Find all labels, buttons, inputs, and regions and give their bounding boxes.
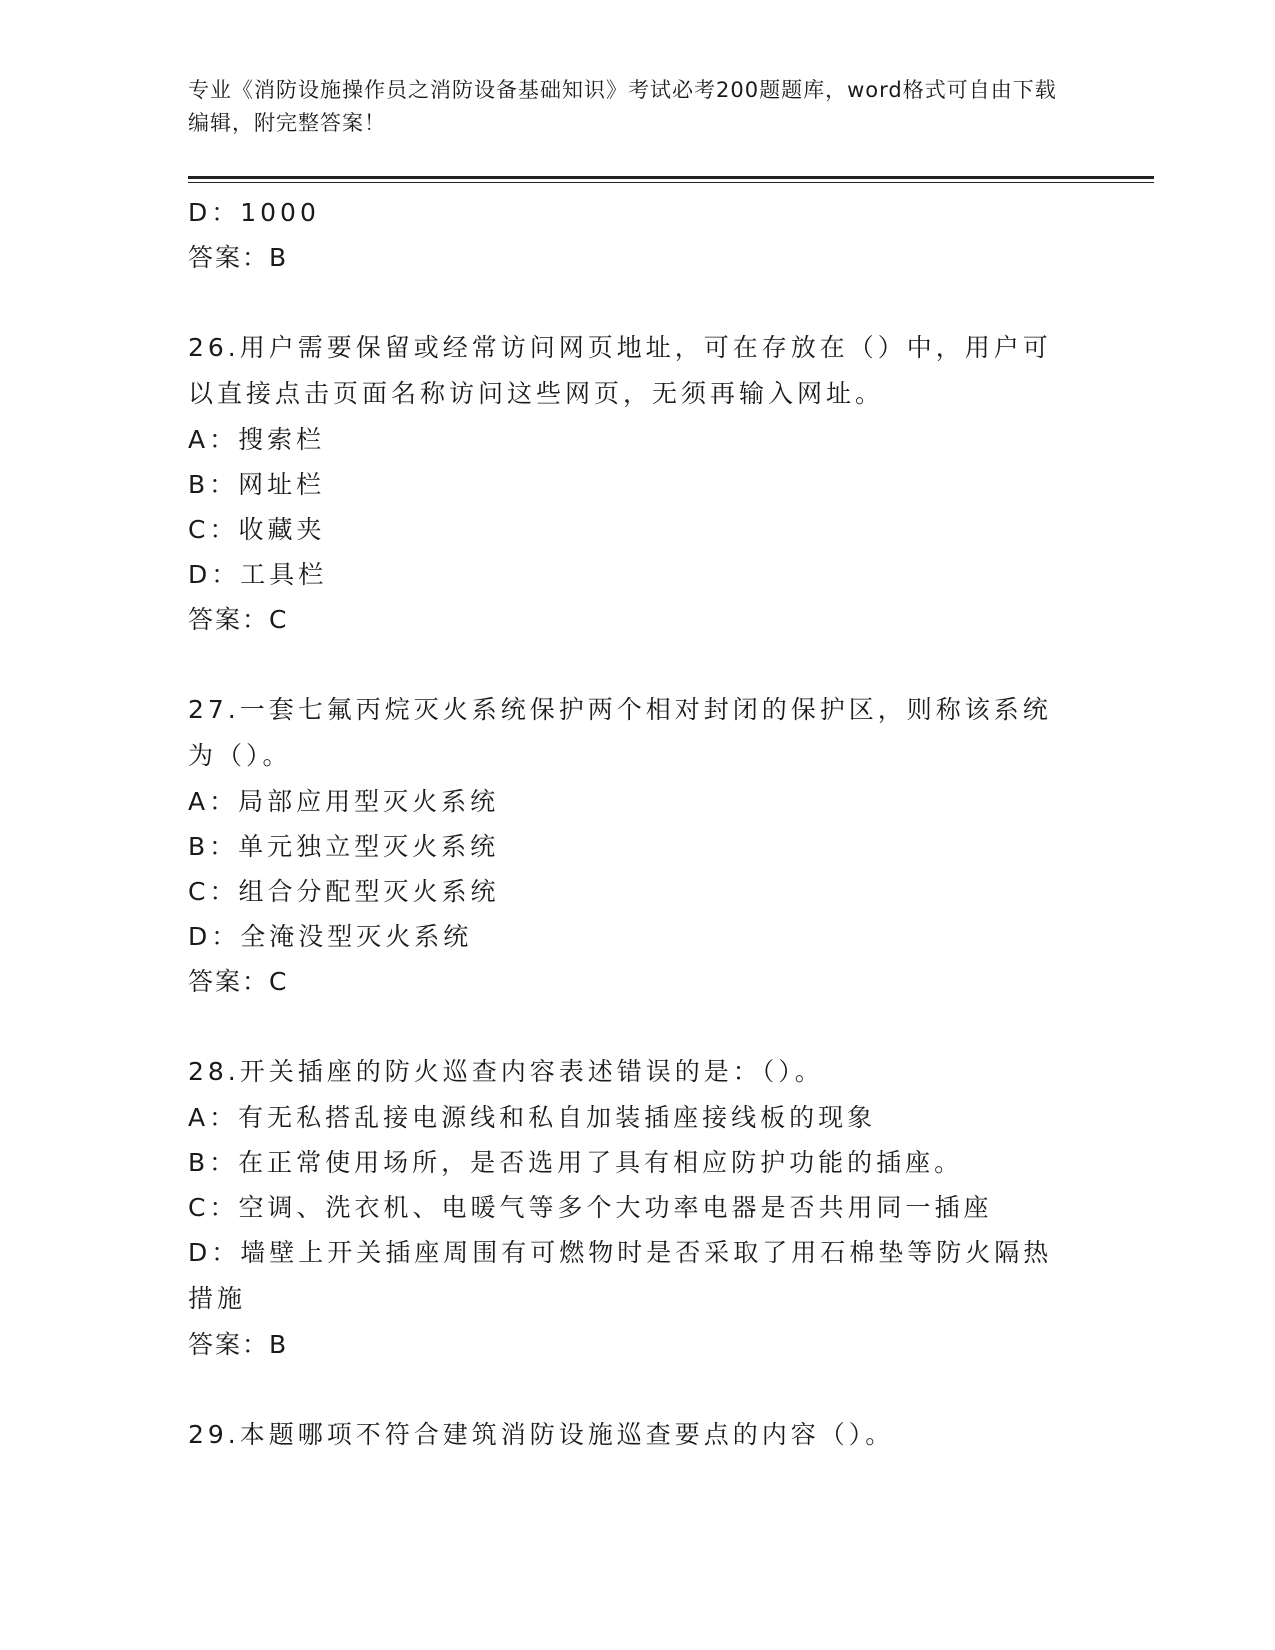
option-d: D：墙壁上开关插座周围有可燃物时是否采取了用石棉垫等防火隔热措施	[188, 1238, 1053, 1313]
prev-answer: 答案：B	[188, 243, 289, 272]
question-text: 27.一套七氟丙烷灭火系统保护两个相对封闭的保护区，则称该系统为（）。	[188, 695, 1052, 770]
document-header	[188, 74, 1068, 140]
option-b: B：单元独立型灭火系统	[188, 832, 500, 861]
option-a: A：有无私搭乱接电源线和私自加装插座接线板的现象	[188, 1103, 877, 1132]
option-b: B：在正常使用场所，是否选用了具有相应防护功能的插座。	[188, 1148, 964, 1177]
answer: 答案：C	[188, 967, 289, 996]
option-c: C：组合分配型灭火系统	[188, 877, 500, 906]
question-text: 29.本题哪项不符合建筑消防设施巡查要点的内容（）。	[188, 1420, 895, 1449]
answer: 答案：B	[188, 1330, 289, 1359]
option-a: A：局部应用型灭火系统	[188, 787, 500, 816]
question-text: 26.用户需要保留或经常访问网页地址，可在存放在（）中，用户可以直接点击页面名称访问这些网页，无须再输入网址。	[188, 333, 1052, 408]
question-26	[188, 325, 1078, 643]
option-c: C：收藏夹	[188, 515, 326, 544]
header-rule-thin	[188, 182, 1154, 183]
header-rule-thick	[188, 176, 1154, 179]
option-d: D：工具栏	[188, 560, 328, 589]
prev-option-d: D：1000	[188, 198, 320, 227]
answer: 答案：C	[188, 605, 289, 634]
option-c: C：空调、洗衣机、电暖气等多个大功率电器是否共用同一插座	[188, 1193, 993, 1222]
question-28	[188, 1049, 1078, 1368]
option-a: A：搜索栏	[188, 425, 326, 454]
question-29	[188, 1412, 1078, 1458]
option-b: B：网址栏	[188, 470, 326, 499]
header-title: 专业《消防设施操作员之消防设备基础知识》考试必考200题题库，word格式可自由下载编辑，附完整答案！	[188, 78, 1057, 135]
question-text: 28.开关插座的防火巡查内容表述错误的是：（）。	[188, 1057, 824, 1086]
question-27	[188, 687, 1078, 1005]
option-d: D：全淹没型灭火系统	[188, 922, 473, 951]
question-content	[188, 190, 1078, 1458]
